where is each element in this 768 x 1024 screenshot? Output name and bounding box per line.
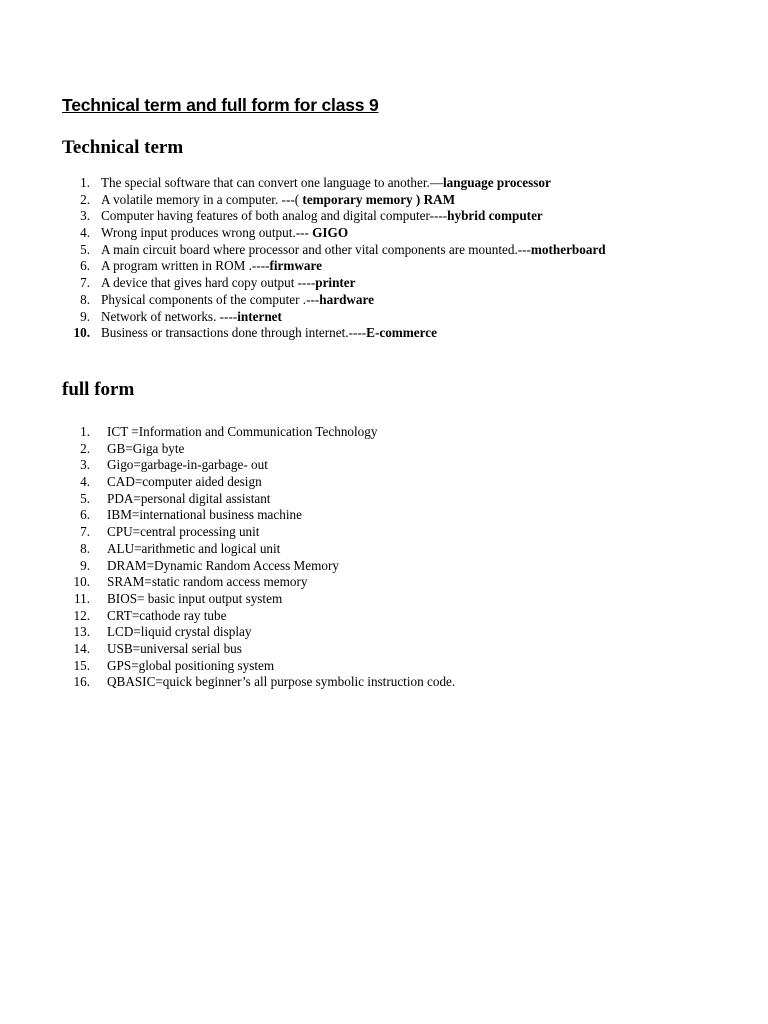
- item-number: 5.: [80, 241, 90, 257]
- document-title: Technical term and full form for class 9: [62, 95, 379, 115]
- list-item: [62, 591, 752, 608]
- technical-term-heading: Technical term: [62, 137, 184, 158]
- full-form-list: [62, 424, 752, 691]
- item-text: DRAM=Dynamic Random Access Memory: [107, 557, 339, 573]
- item-answer: E-commerce: [366, 325, 437, 341]
- item-text: PDA=personal digital assistant: [107, 490, 271, 506]
- item-number: 10.: [73, 325, 90, 341]
- item-number: 4.: [80, 474, 90, 490]
- item-text: ICT =Information and Communication Technology: [107, 424, 378, 439]
- full-form-heading: full form: [62, 379, 135, 400]
- item-text: BIOS= basic input output system: [107, 590, 283, 606]
- item-number: 3.: [80, 457, 90, 473]
- list-item: [62, 225, 752, 242]
- list-item: [62, 624, 752, 641]
- item-text: IBM=international business machine: [107, 507, 302, 523]
- list-item: [62, 457, 752, 474]
- item-text: GB=Giga byte: [107, 440, 185, 456]
- list-item: [62, 507, 752, 524]
- item-number: 14.: [73, 640, 90, 656]
- list-item: [62, 608, 752, 625]
- item-text: Business or transactions done through internet.----: [101, 325, 367, 341]
- item-text: A main circuit board where processor and other vital components are mounted.---: [101, 241, 531, 257]
- item-answer: internet: [237, 308, 282, 324]
- item-text: QBASIC=quick beginner’s all purpose symbolic instruction code.: [107, 674, 456, 690]
- item-text: SRAM=static random access memory: [107, 574, 308, 590]
- item-number: 3.: [80, 208, 90, 224]
- item-answer: printer: [315, 275, 356, 291]
- item-number: 10.: [73, 574, 90, 590]
- list-item: [62, 424, 752, 441]
- list-item: [62, 674, 752, 691]
- list-item: [62, 208, 752, 225]
- list-item: [62, 574, 752, 591]
- item-number: 8.: [80, 540, 90, 556]
- item-text: Wrong input produces wrong output.---: [101, 225, 313, 241]
- item-text: Network of networks. ----: [101, 308, 238, 324]
- item-number: 7.: [80, 524, 90, 540]
- item-answer: GIGO: [312, 225, 349, 241]
- item-text: CPU=central processing unit: [107, 524, 260, 540]
- technical-term-list: [62, 175, 752, 342]
- item-number: 7.: [80, 275, 90, 291]
- item-answer: hardware: [319, 291, 374, 307]
- item-text: LCD=liquid crystal display: [107, 624, 252, 640]
- item-number: 11.: [74, 590, 90, 606]
- item-number: 6.: [80, 258, 90, 274]
- list-item: [62, 175, 752, 192]
- item-text: ALU=arithmetic and logical unit: [107, 540, 281, 556]
- item-number: 4.: [80, 225, 90, 241]
- item-number: 2.: [80, 440, 90, 456]
- item-text: CAD=computer aided design: [107, 474, 262, 490]
- item-text: A device that gives hard copy output ----: [101, 275, 316, 291]
- item-text: A volatile memory in a computer. ---(: [101, 191, 303, 207]
- item-text: The special software that can convert one language to another.—: [101, 175, 444, 190]
- item-number: 1.: [80, 175, 90, 190]
- item-answer: hybrid computer: [447, 208, 543, 224]
- item-text: Physical components of the computer .---: [101, 291, 320, 307]
- list-item: [62, 309, 752, 326]
- list-item: [62, 325, 752, 342]
- item-text: Computer having features of both analog and digital computer----: [101, 208, 448, 224]
- list-item: [62, 441, 752, 458]
- item-answer: firmware: [269, 258, 322, 274]
- list-item: [62, 641, 752, 658]
- item-number: 5.: [80, 490, 90, 506]
- item-text: Gigo=garbage-in-garbage- out: [107, 457, 268, 473]
- item-number: 13.: [73, 624, 90, 640]
- item-number: 12.: [73, 607, 90, 623]
- item-text: A program written in ROM .----: [101, 258, 270, 274]
- item-number: 2.: [80, 191, 90, 207]
- item-answer: language processor: [443, 175, 551, 190]
- item-answer: motherboard: [530, 241, 606, 257]
- item-number: 9.: [80, 557, 90, 573]
- list-item: [62, 275, 752, 292]
- item-text: GPS=global positioning system: [107, 657, 275, 673]
- item-text: CRT=cathode ray tube: [107, 607, 227, 623]
- item-number: 9.: [80, 308, 90, 324]
- list-item: [62, 658, 752, 675]
- list-item: [62, 491, 752, 508]
- list-item: [62, 242, 752, 259]
- list-item: [62, 541, 752, 558]
- item-answer: temporary memory ) RAM: [302, 191, 456, 207]
- item-number: 8.: [80, 291, 90, 307]
- item-number: 6.: [80, 507, 90, 523]
- list-item: [62, 292, 752, 309]
- list-item: [62, 558, 752, 575]
- list-item: [62, 474, 752, 491]
- list-item: [62, 524, 752, 541]
- item-number: 1.: [80, 424, 90, 439]
- item-number: 16.: [73, 674, 90, 690]
- list-item: [62, 258, 752, 275]
- item-text: USB=universal serial bus: [107, 640, 242, 656]
- list-item: [62, 192, 752, 209]
- item-number: 15.: [73, 657, 90, 673]
